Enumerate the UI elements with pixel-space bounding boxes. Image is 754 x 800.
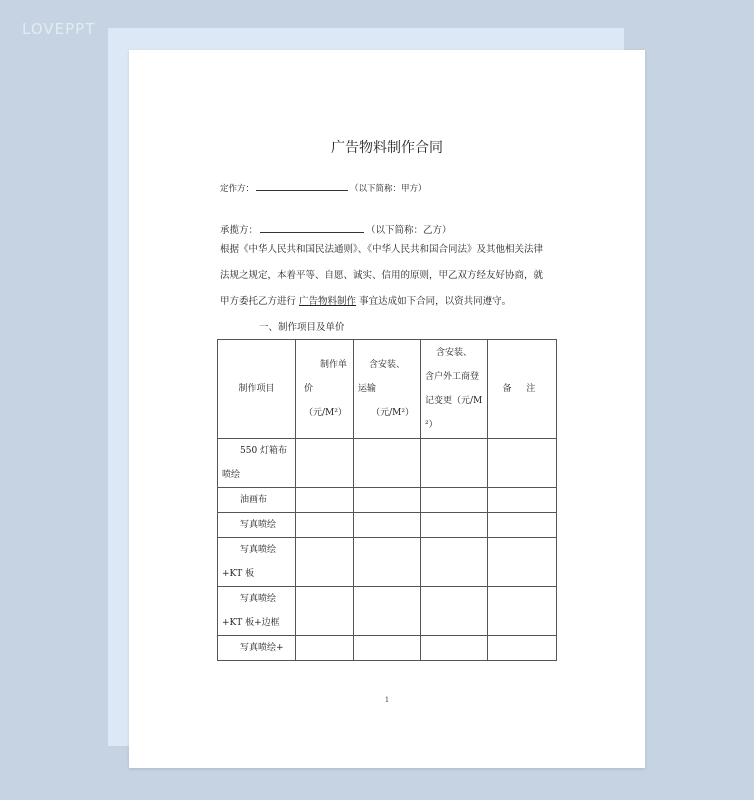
row-item-cell <box>218 513 296 538</box>
paragraph-line-1: 根据《中华人民共和国民法通则》、《中华人民共和国合同法》及其他相关法律 <box>220 244 544 255</box>
row-item-cell <box>218 587 296 636</box>
row-item-line-1: 油画布 <box>240 495 268 505</box>
watermark-logo: LOVEPPT <box>22 20 96 38</box>
row-cell <box>354 587 421 636</box>
row-item-cell <box>218 439 296 488</box>
party-a-suffix: （以下简称：甲方） <box>350 184 427 194</box>
row-item-line-1: 写真喷绘+ <box>240 643 284 653</box>
table-header-row <box>218 340 557 439</box>
row-cell <box>488 439 557 488</box>
party-b-line <box>220 222 452 236</box>
paragraph-line-3 <box>220 289 560 315</box>
row-item-line-2: +KT 板 <box>222 569 255 579</box>
row-item-cell <box>218 636 296 661</box>
row-item-line-1: 写真喷绘 <box>240 545 277 555</box>
table-row <box>218 439 557 488</box>
row-cell <box>354 538 421 587</box>
header-install-line-3: （元/M²） <box>371 408 414 418</box>
party-a-blank <box>256 190 348 191</box>
header-unit-price-line-2: 价（元/M²） <box>304 384 347 418</box>
header-unit-price <box>296 340 354 439</box>
row-item-line-1: 550 灯箱布 <box>240 446 288 456</box>
row-cell <box>488 513 557 538</box>
table-row <box>218 488 557 513</box>
header-reg-line-2: 含户外工商登 <box>425 372 480 382</box>
header-remarks-label: 备 注 <box>502 384 542 394</box>
header-install-transport <box>354 340 421 439</box>
row-item-cell <box>218 488 296 513</box>
document-page <box>129 50 645 768</box>
paragraph-line-3-post: 事宜达成如下合同，以资共同遵守。 <box>359 296 512 307</box>
page-number: 1 <box>384 696 390 704</box>
header-item: 制作项目 <box>218 340 296 439</box>
row-item-line-1: 写真喷绘 <box>240 594 277 604</box>
intro-paragraph <box>220 237 560 315</box>
party-b-label: 承揽方： <box>220 225 259 236</box>
row-cell <box>354 513 421 538</box>
party-b-blank <box>260 232 364 233</box>
section-heading: 一、制作项目及单价 <box>259 322 345 333</box>
row-cell <box>354 488 421 513</box>
row-cell <box>488 538 557 587</box>
table-row <box>218 513 557 538</box>
header-install-registration <box>421 340 488 439</box>
header-install-line-2: 运输 <box>358 384 377 394</box>
row-cell <box>488 587 557 636</box>
party-b-suffix: （以下简称：乙方） <box>366 225 452 236</box>
header-reg-line-1: 含安装、 <box>435 348 472 358</box>
row-item-line-2: 喷绘 <box>222 470 241 480</box>
header-reg-line-3: 记变更（元/M <box>425 396 483 406</box>
row-cell <box>296 439 354 488</box>
party-a-label: 定作方： <box>220 184 255 194</box>
party-a-line <box>220 182 427 194</box>
row-cell <box>296 488 354 513</box>
table-row <box>218 538 557 587</box>
row-cell <box>296 636 354 661</box>
paragraph-line-2: 法规之规定，本着平等、自愿、诚实、信用的原则，甲乙双方经友好协商，就 <box>220 270 544 281</box>
row-cell <box>421 587 488 636</box>
row-cell <box>421 439 488 488</box>
row-cell <box>421 488 488 513</box>
row-cell <box>488 488 557 513</box>
table-row <box>218 636 557 661</box>
paragraph-line-3-pre: 甲方委托乙方进行 <box>220 296 297 307</box>
row-item-line-2: +KT 板+边框 <box>222 618 280 628</box>
row-cell <box>421 636 488 661</box>
table-row <box>218 587 557 636</box>
header-unit-price-line-1: 制作单 <box>320 360 348 370</box>
row-cell <box>421 513 488 538</box>
row-cell <box>354 636 421 661</box>
row-cell <box>296 513 354 538</box>
contract-subject-term: 广告物料制作 <box>299 296 357 307</box>
row-cell <box>296 587 354 636</box>
row-item-line-1: 写真喷绘 <box>240 520 277 530</box>
row-cell <box>296 538 354 587</box>
document-title: 广告物料制作合同 <box>331 140 443 156</box>
row-cell <box>354 439 421 488</box>
header-remarks <box>488 340 557 439</box>
header-install-line-1: 含安装、 <box>368 360 405 370</box>
row-cell <box>421 538 488 587</box>
row-item-cell <box>218 538 296 587</box>
row-cell <box>488 636 557 661</box>
header-reg-line-4: ²） <box>425 420 438 430</box>
price-table <box>217 339 557 661</box>
